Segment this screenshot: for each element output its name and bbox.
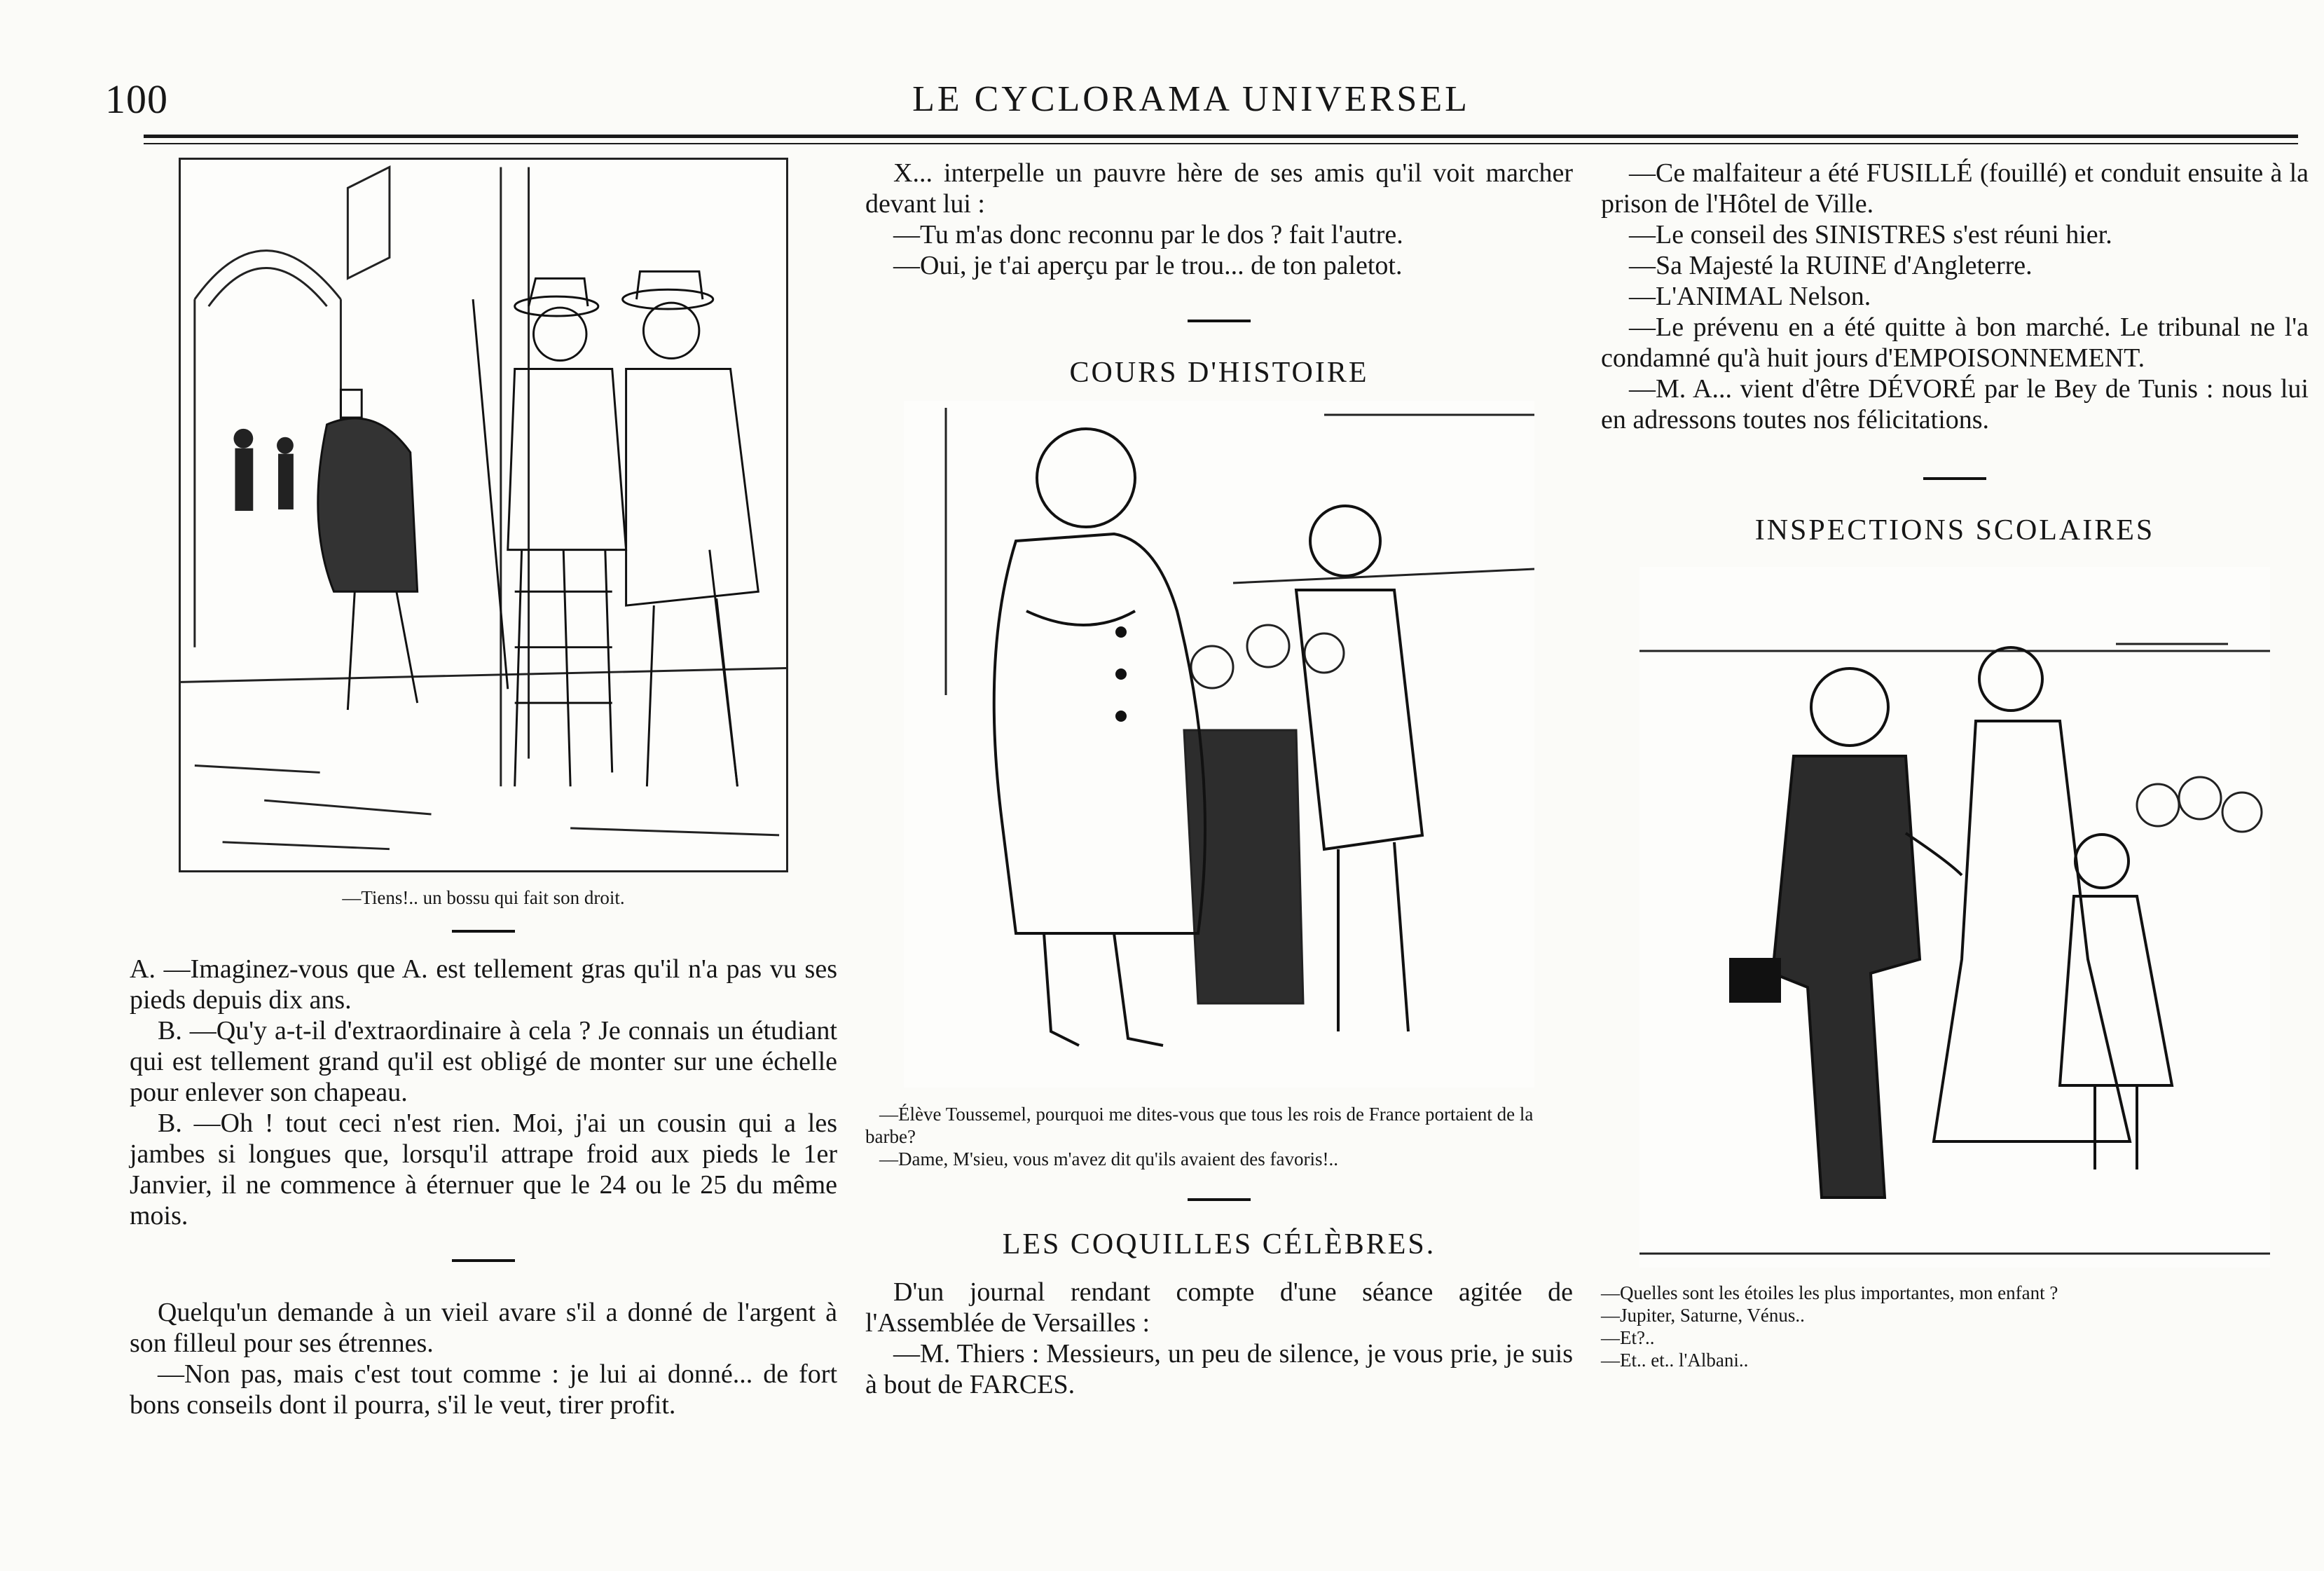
column-middle xyxy=(865,158,1573,1400)
joke-paragraph: B. —Oh ! tout ceci n'est rien. Moi, j'ai un cousin qui a les jambes si longues que, lorsqu'il attrape froid aux pieds le 1er Janvier, il ne commence à éternuer que le 24 ou le 25 du même mois. xyxy=(130,1109,837,1230)
coquille-paragraph: —Sa Majesté la RUINE d'Angleterre. xyxy=(1629,251,2033,280)
coquille-paragraph: —Ce malfaiteur a été FUSILLÉ (fouillé) et conduit ensuite à la prison de l'Hôtel de Ville. xyxy=(1601,158,2309,219)
anecdote-paragraph: —Oui, je t'ai aperçu par le trou... de ton paletot. xyxy=(893,251,1403,280)
inspection-caption-line: —Et.. et.. l'Albani.. xyxy=(1601,1350,1749,1371)
section-title-inspections: INSPECTIONS SCOLAIRES xyxy=(1754,514,2155,547)
journal-title: LE CYCLORAMA UNIVERSEL xyxy=(912,79,1470,119)
section-title-coquilles: LES COQUILLES CÉLÈBRES. xyxy=(1002,1228,1436,1261)
section-divider xyxy=(1188,1198,1251,1201)
classroom-caption-line: —Dame, M'sieu, vous m'avez dit qu'ils avaient des favoris!.. xyxy=(879,1148,1338,1169)
coquille-paragraph: —L'ANIMAL Nelson. xyxy=(1629,282,1871,311)
header-rule-thick xyxy=(144,135,2298,138)
coquille-paragraph: —M. Thiers : Messieurs, un peu de silence, je vous prie, je suis à bout de FARCES. xyxy=(865,1339,1573,1399)
street-scene-caption: —Tiens!.. un bossu qui fait son droit. xyxy=(342,887,625,908)
classroom-illustration xyxy=(904,401,1534,1088)
page-number: 100 xyxy=(105,76,168,122)
column-left xyxy=(130,158,837,1420)
school-inspection-illustration xyxy=(1639,567,2270,1268)
joke-paragraph: B. —Qu'y a-t-il d'extraordinaire à cela ? Je connais un étudiant qui est tellement grand qu'il est obligé de monter sur une échelle pour enlever son chapeau. xyxy=(130,1016,837,1107)
inspection-caption-line: —Quelles sont les étoiles les plus importantes, mon enfant ? xyxy=(1601,1282,2058,1303)
section-divider xyxy=(452,1259,515,1262)
section-divider xyxy=(1923,477,1986,480)
anecdote-paragraph: X... interpelle un pauvre hère de ses amis qu'il voit marcher devant lui : xyxy=(865,158,1573,219)
coquille-paragraph: —Le prévenu en a été quitte à bon marché. Le tribunal ne l'a condamné qu'à huit jours d'EMPOISONNEMENT. xyxy=(1601,313,2309,373)
coquille-paragraph: —M. A... vient d'être DÉVORÉ par le Bey de Tunis : nous lui en adressons toutes nos félicitations. xyxy=(1601,374,2309,434)
joke-paragraph: A. —Imaginez-vous que A. est tellement gras qu'il n'a pas vu ses pieds depuis dix ans. xyxy=(130,954,837,1015)
section-divider xyxy=(1188,320,1251,322)
coquille-paragraph: —Le conseil des SINISTRES s'est réuni hier. xyxy=(1629,220,2112,249)
anecdote-paragraph: —Tu m'as donc reconnu par le dos ? fait l'autre. xyxy=(893,220,1403,249)
header-rule-thin xyxy=(144,143,2298,144)
joke-paragraph: —Non pas, mais c'est tout comme : je lui ai donné... de fort bons conseils dont il pourra, s'il le veut, tirer profit. xyxy=(130,1359,837,1420)
coquille-paragraph: D'un journal rendant compte d'une séance agitée de l'Assemblée de Versailles : xyxy=(865,1277,1573,1338)
inspection-caption-line: —Jupiter, Saturne, Vénus.. xyxy=(1601,1305,1805,1326)
section-title-cours-histoire: COURS D'HISTOIRE xyxy=(1069,357,1369,389)
section-divider xyxy=(452,930,515,933)
street-scene-illustration xyxy=(179,158,788,872)
classroom-caption-line: —Élève Toussemel, pourquoi me dites-vous que tous les rois de France portaient de la barbe? xyxy=(865,1104,1534,1147)
column-right xyxy=(1601,158,2309,1371)
inspection-caption-line: —Et?.. xyxy=(1601,1327,1655,1348)
joke-paragraph: Quelqu'un demande à un vieil avare s'il a donné de l'argent à son filleul pour ses étrennes. xyxy=(130,1298,837,1358)
